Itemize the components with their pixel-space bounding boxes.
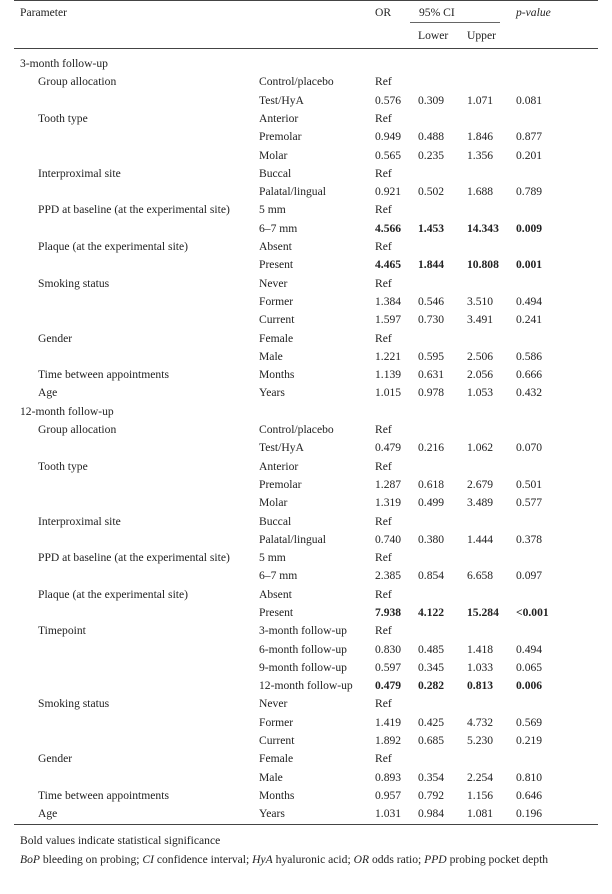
header-bottom-rule — [14, 48, 598, 49]
row-level: 6–7 mm — [259, 222, 298, 235]
row-ci-lower: 0.502 — [418, 185, 445, 198]
row-ci-lower: 0.631 — [418, 368, 445, 381]
row-level: Male — [259, 771, 283, 784]
row-or: 0.740 — [375, 533, 402, 546]
row-or: 1.419 — [375, 716, 402, 729]
row-ci-upper: 1.356 — [467, 149, 494, 162]
row-level: 3-month follow-up — [259, 624, 347, 637]
abbreviation-definition: probing pocket depth — [446, 853, 549, 866]
row-ci-upper: 1.071 — [467, 94, 494, 107]
abbreviation-definition: hyaluronic acid; — [272, 853, 354, 866]
row-parameter: Group allocation — [38, 423, 117, 436]
row-ci-upper: 1.062 — [467, 441, 494, 454]
row-ci-upper: 1.033 — [467, 661, 494, 674]
section-title: 12-month follow-up — [20, 404, 114, 418]
row-level: Former — [259, 295, 294, 308]
abbreviation-definition: bleeding on probing; — [39, 853, 143, 866]
row-ci-upper: 1.156 — [467, 789, 494, 802]
abbreviation-term: PPD — [424, 853, 447, 866]
header-ci: 95% CI — [419, 6, 455, 19]
row-p-value: 0.789 — [516, 185, 543, 198]
row-p-value: 0.009 — [516, 222, 543, 235]
row-ci-upper: 3.491 — [467, 313, 494, 326]
row-p-value: 0.006 — [516, 679, 543, 692]
row-ci-upper: 1.444 — [467, 533, 494, 546]
row-parameter: PPD at baseline (at the experimental site) — [38, 551, 230, 564]
row-parameter: Plaque (at the experimental site) — [38, 240, 189, 253]
row-ci-lower: 0.309 — [418, 94, 445, 107]
row-level: Years — [259, 386, 285, 399]
row-ci-lower: 0.685 — [418, 734, 445, 747]
row-level: Molar — [259, 149, 288, 162]
row-ci-upper: 1.081 — [467, 807, 494, 820]
abbreviation-term: HyA — [252, 853, 273, 866]
row-level: Months — [259, 789, 295, 802]
row-ci-lower: 0.618 — [418, 478, 445, 491]
row-ci-lower: 0.345 — [418, 661, 445, 674]
row-p-value: 0.201 — [516, 149, 543, 162]
row-ci-upper: 6.658 — [467, 569, 494, 582]
row-ci-lower: 1.844 — [418, 258, 445, 271]
row-ci-upper: 10.808 — [467, 258, 499, 271]
row-ci-upper: 5.230 — [467, 734, 494, 747]
row-p-value: 0.577 — [516, 496, 543, 509]
row-ci-lower: 0.488 — [418, 130, 445, 143]
row-level: Palatal/lingual — [259, 185, 326, 198]
row-p-value: 0.001 — [516, 258, 543, 271]
row-p-value: 0.569 — [516, 716, 543, 729]
row-level: Female — [259, 752, 294, 765]
row-or: Ref — [375, 112, 392, 125]
row-p-value: 0.097 — [516, 569, 543, 582]
row-level: Molar — [259, 496, 288, 509]
row-ci-lower: 0.499 — [418, 496, 445, 509]
row-parameter: Tooth type — [38, 460, 88, 473]
row-or: Ref — [375, 551, 392, 564]
row-or: Ref — [375, 75, 392, 88]
row-ci-lower: 0.978 — [418, 386, 445, 399]
row-or: 1.319 — [375, 496, 402, 509]
row-ci-lower: 0.730 — [418, 313, 445, 326]
row-level: Absent — [259, 240, 292, 253]
row-ci-lower: 4.122 — [418, 606, 445, 619]
row-level: Years — [259, 807, 285, 820]
row-or: 4.465 — [375, 258, 402, 271]
row-or: 0.893 — [375, 771, 402, 784]
row-ci-lower: 0.425 — [418, 716, 445, 729]
row-or: Ref — [375, 203, 392, 216]
row-ci-lower: 0.595 — [418, 350, 445, 363]
row-ci-upper: 15.284 — [467, 606, 499, 619]
row-or: 0.957 — [375, 789, 402, 802]
row-level: Premolar — [259, 130, 302, 143]
row-level: Test/HyA — [259, 441, 304, 454]
row-or: Ref — [375, 624, 392, 637]
row-p-value: 0.666 — [516, 368, 543, 381]
row-p-value: 0.501 — [516, 478, 543, 491]
row-parameter: Time between appointments — [38, 368, 169, 381]
row-ci-upper: 0.813 — [467, 679, 494, 692]
row-ci-lower: 0.792 — [418, 789, 445, 802]
table-top-rule — [14, 0, 598, 1]
row-or: 1.597 — [375, 313, 402, 326]
row-ci-upper: 3.510 — [467, 295, 494, 308]
row-or: Ref — [375, 277, 392, 290]
row-or: 1.031 — [375, 807, 402, 820]
row-parameter: Interproximal site — [38, 167, 121, 180]
row-ci-upper: 1.688 — [467, 185, 494, 198]
row-level: 5 mm — [259, 203, 286, 216]
row-ci-upper: 2.506 — [467, 350, 494, 363]
row-parameter: Tooth type — [38, 112, 88, 125]
row-or: 0.949 — [375, 130, 402, 143]
footnote-bold-note: Bold values indicate statistical significance — [20, 834, 221, 847]
row-or: Ref — [375, 752, 392, 765]
row-ci-upper: 1.418 — [467, 643, 494, 656]
row-p-value: 0.494 — [516, 643, 543, 656]
row-ci-upper: 1.846 — [467, 130, 494, 143]
row-p-value: 0.241 — [516, 313, 543, 326]
row-level: Current — [259, 313, 295, 326]
row-ci-lower: 0.485 — [418, 643, 445, 656]
row-ci-lower: 0.282 — [418, 679, 445, 692]
row-p-value: 0.065 — [516, 661, 543, 674]
row-p-value: 0.081 — [516, 94, 543, 107]
row-ci-upper: 2.679 — [467, 478, 494, 491]
row-level: Anterior — [259, 112, 299, 125]
row-or: Ref — [375, 697, 392, 710]
row-ci-lower: 0.546 — [418, 295, 445, 308]
row-level: Current — [259, 734, 295, 747]
row-or: 0.830 — [375, 643, 402, 656]
row-level: Months — [259, 368, 295, 381]
row-parameter: Timepoint — [38, 624, 86, 637]
row-p-value: 0.586 — [516, 350, 543, 363]
row-ci-upper: 2.254 — [467, 771, 494, 784]
row-level: Test/HyA — [259, 94, 304, 107]
row-level: 12-month follow-up — [259, 679, 353, 692]
row-level: Anterior — [259, 460, 299, 473]
row-or: 0.565 — [375, 149, 402, 162]
row-level: Never — [259, 697, 288, 710]
header-upper: Upper — [467, 29, 496, 42]
row-level: Former — [259, 716, 294, 729]
row-or: 0.597 — [375, 661, 402, 674]
row-level: 6-month follow-up — [259, 643, 347, 656]
abbreviation-term: BoP — [20, 853, 40, 866]
row-or: 1.139 — [375, 368, 402, 381]
row-or: Ref — [375, 423, 392, 436]
row-level: Present — [259, 606, 294, 619]
row-ci-upper: 14.343 — [467, 222, 499, 235]
row-level: Buccal — [259, 515, 292, 528]
row-level: Absent — [259, 588, 292, 601]
row-level: Control/placebo — [259, 423, 334, 436]
table-bottom-rule — [14, 824, 598, 825]
header-parameter: Parameter — [20, 6, 67, 19]
row-p-value: 0.877 — [516, 130, 543, 143]
row-level: Male — [259, 350, 283, 363]
row-or: 2.385 — [375, 569, 402, 582]
header-or: OR — [375, 6, 392, 19]
row-or: 0.479 — [375, 679, 402, 692]
row-p-value: 0.432 — [516, 386, 543, 399]
row-p-value: 0.646 — [516, 789, 543, 802]
row-or: Ref — [375, 515, 392, 528]
row-parameter: Plaque (at the experimental site) — [38, 588, 189, 601]
footnote-abbreviations — [20, 852, 590, 867]
row-ci-lower: 0.235 — [418, 149, 445, 162]
header-lower: Lower — [418, 29, 449, 42]
row-parameter: Time between appointments — [38, 789, 169, 802]
row-or: 1.892 — [375, 734, 402, 747]
row-ci-upper: 3.489 — [467, 496, 494, 509]
row-p-value: 0.810 — [516, 771, 543, 784]
row-ci-lower: 0.380 — [418, 533, 445, 546]
row-p-value: <0.001 — [516, 606, 549, 619]
row-level: Buccal — [259, 167, 292, 180]
row-or: 1.287 — [375, 478, 402, 491]
row-parameter: Smoking status — [38, 277, 110, 290]
abbreviation-definition: confidence interval; — [153, 853, 253, 866]
row-ci-lower: 0.984 — [418, 807, 445, 820]
row-parameter: Gender — [38, 752, 73, 765]
ci-header-rule — [410, 22, 500, 23]
row-ci-lower: 0.854 — [418, 569, 445, 582]
row-or: 1.015 — [375, 386, 402, 399]
row-level: 5 mm — [259, 551, 286, 564]
row-or: 0.921 — [375, 185, 402, 198]
row-p-value: 0.378 — [516, 533, 543, 546]
row-level: 6–7 mm — [259, 569, 298, 582]
row-ci-lower: 0.216 — [418, 441, 445, 454]
row-or: 0.576 — [375, 94, 402, 107]
abbreviation-term: OR — [353, 853, 370, 866]
row-or: 1.221 — [375, 350, 402, 363]
row-or: Ref — [375, 332, 392, 345]
abbreviation-definition: odds ratio; — [369, 853, 425, 866]
row-or: Ref — [375, 167, 392, 180]
section-title: 3-month follow-up — [20, 57, 108, 70]
row-parameter: Smoking status — [38, 697, 110, 710]
row-or: 1.384 — [375, 295, 402, 308]
row-parameter: Interproximal site — [38, 515, 121, 528]
row-ci-upper: 4.732 — [467, 716, 494, 729]
row-parameter: PPD at baseline (at the experimental site) — [38, 203, 230, 216]
row-level: Premolar — [259, 478, 302, 491]
row-ci-lower: 1.453 — [418, 222, 445, 235]
row-p-value: 0.494 — [516, 295, 543, 308]
row-or: Ref — [375, 588, 392, 601]
row-parameter: Gender — [38, 332, 73, 345]
row-ci-lower: 0.354 — [418, 771, 445, 784]
row-level: Palatal/lingual — [259, 533, 326, 546]
row-p-value: 0.219 — [516, 734, 543, 747]
header-p-value: p-value — [516, 6, 551, 19]
row-level: Never — [259, 277, 288, 290]
row-or: 0.479 — [375, 441, 402, 454]
row-level: 9-month follow-up — [259, 661, 347, 674]
row-parameter: Group allocation — [38, 75, 117, 88]
row-ci-upper: 2.056 — [467, 368, 494, 381]
row-parameter: Age — [38, 386, 58, 399]
abbreviation-term: CI — [142, 853, 154, 866]
row-ci-upper: 1.053 — [467, 386, 494, 399]
row-or: Ref — [375, 240, 392, 253]
row-level: Present — [259, 258, 294, 271]
row-p-value: 0.196 — [516, 807, 543, 820]
row-or: 7.938 — [375, 606, 402, 619]
row-or: Ref — [375, 460, 392, 473]
row-or: 4.566 — [375, 222, 402, 235]
row-level: Control/placebo — [259, 75, 334, 88]
row-level: Female — [259, 332, 294, 345]
row-parameter: Age — [38, 807, 58, 820]
row-p-value: 0.070 — [516, 441, 543, 454]
